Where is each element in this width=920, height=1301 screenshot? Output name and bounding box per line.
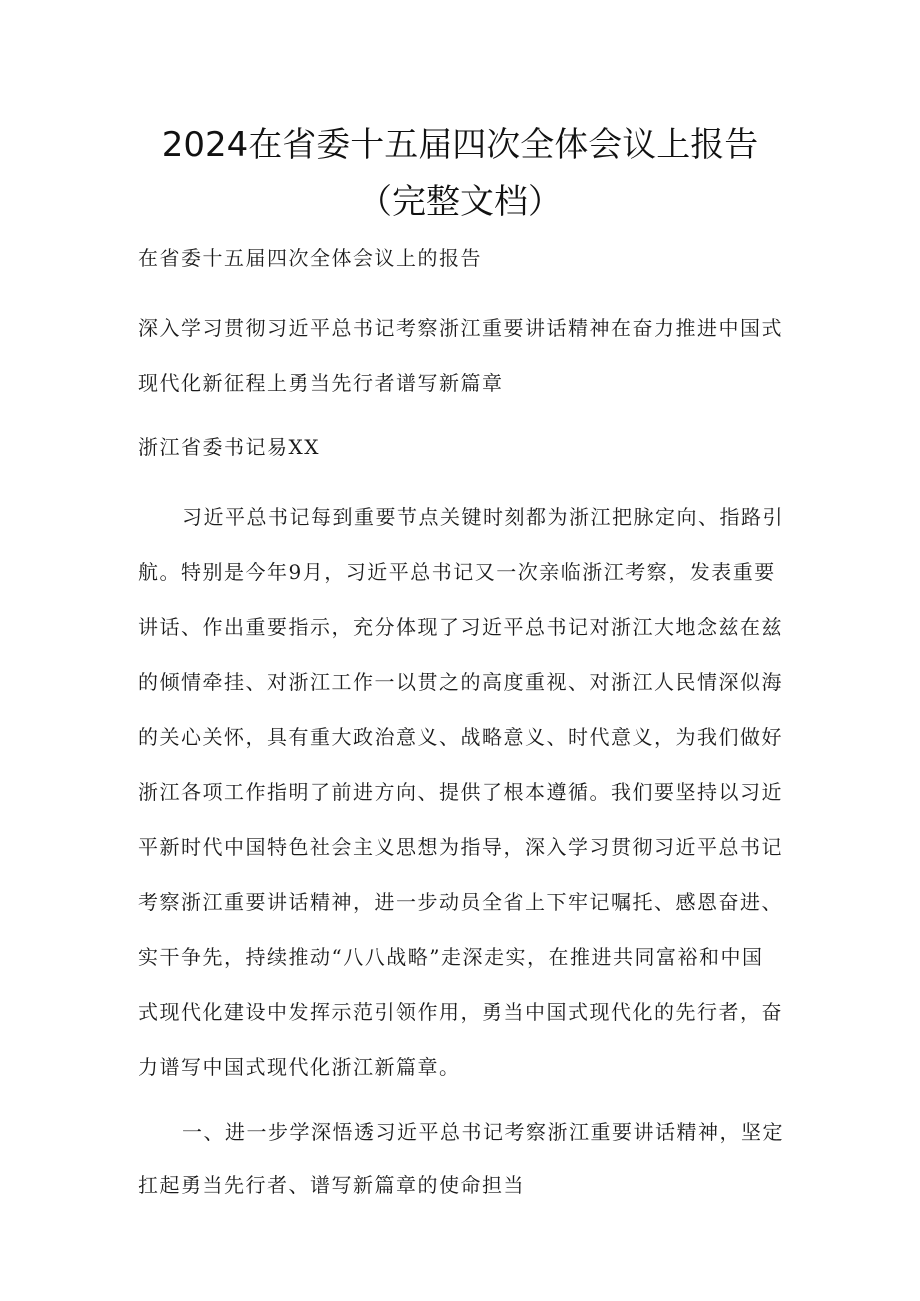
paragraph-line: 考察浙江重要讲话精神，进一步动员全省上下牢记嘱托、感恩奋进、	[138, 890, 783, 914]
paragraph-line: 平新时代中国特色社会主义思想为指导，深入学习贯彻习近平总书记	[138, 835, 783, 859]
report-heading-line: 深入学习贯彻习近平总书记考察浙江重要讲话精神在奋力推进中国式	[138, 316, 783, 340]
report-heading-line: 现代化新征程上勇当先行者谱写新篇章	[138, 371, 504, 395]
paragraph-line: 航。特别是今年9月，习近平总书记又一次亲临浙江考察，发表重要	[138, 560, 776, 584]
paragraph-line: 讲话、作出重要指示，充分体现了习近平总书记对浙江大地念兹在兹	[138, 615, 783, 639]
paragraph-line: 式现代化建设中发挥示范引领作用，勇当中国式现代化的先行者，奋	[138, 1000, 783, 1024]
paragraph-line: 习近平总书记每到重要节点关键时刻都为浙江把脉定向、指路引	[182, 505, 784, 529]
report-author: 浙江省委书记易XX	[138, 435, 320, 459]
document-title-suffix: （完整文档）	[358, 182, 562, 222]
report-subtitle: 在省委十五届四次全体会议上的报告	[138, 246, 482, 270]
paragraph-line: 的倾情牵挂、对浙江工作一以贯之的高度重视、对浙江人民情深似海	[138, 670, 783, 694]
paragraph-line: 力谱写中国式现代化浙江新篇章。	[138, 1055, 461, 1079]
paragraph-line: 实干争先，持续推动“八八战略”走深走实，在推进共同富裕和中国	[138, 945, 764, 969]
section-heading-line: 扛起勇当先行者、谱写新篇章的使命担当	[138, 1173, 525, 1197]
section-heading-line: 一、进一步学深悟透习近平总书记考察浙江重要讲话精神，坚定	[182, 1120, 784, 1144]
document-title: 2024在省委十五届四次全体会议上报告	[161, 125, 759, 165]
paragraph-line: 的关心关怀，具有重大政治意义、战略意义、时代意义，为我们做好	[138, 725, 783, 749]
paragraph-line: 浙江各项工作指明了前进方向、提供了根本遵循。我们要坚持以习近	[138, 780, 783, 804]
